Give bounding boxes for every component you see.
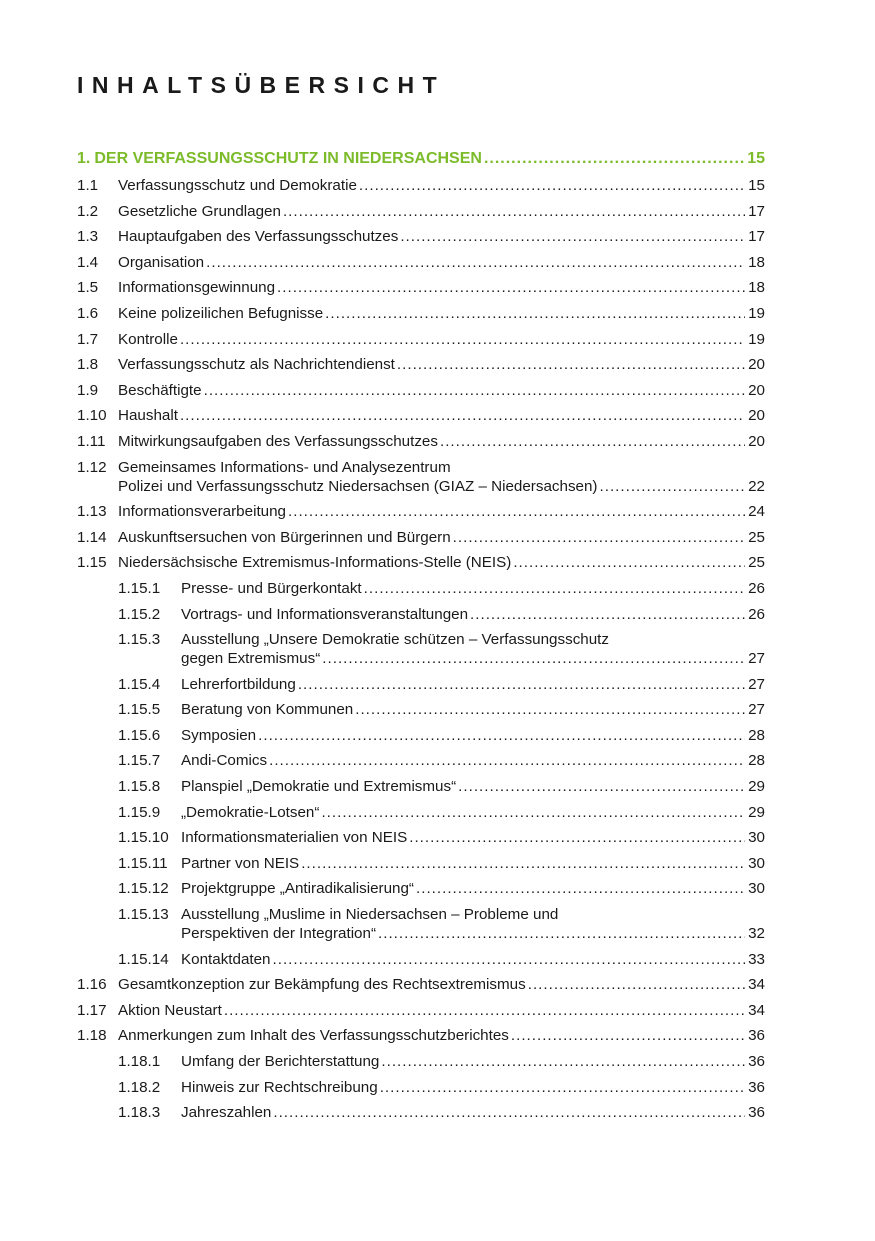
entry-title: Vortrags- und Informationsveranstaltungen [181, 605, 469, 623]
entry-number: 1.18.2 [118, 1078, 161, 1096]
leader-dots [283, 202, 745, 221]
toc-entry[interactable] [77, 553, 765, 572]
leader-dots [301, 854, 745, 873]
entry-page-number: 27 [748, 650, 765, 668]
entry-number: 1.18.3 [118, 1104, 161, 1122]
leader-dots [359, 176, 745, 195]
entry-title: Haushalt [118, 407, 178, 425]
entry-number: 1.15.14 [118, 950, 169, 968]
leader-dots [397, 355, 745, 374]
entry-number: 1.15.4 [118, 675, 161, 693]
leader-dots [484, 149, 745, 168]
toc-entry[interactable] [77, 700, 765, 719]
leader-dots [400, 227, 745, 246]
entry-page-number: 25 [748, 528, 765, 546]
entry-number: 1.4 [77, 253, 99, 271]
entry-page-number: 24 [748, 503, 765, 521]
toc-entry[interactable] [77, 950, 765, 969]
leader-dots [470, 605, 745, 624]
entry-number: 1.15.8 [118, 778, 161, 796]
toc-entry[interactable] [77, 828, 765, 847]
entry-number: 1.2 [77, 202, 99, 220]
leader-dots [204, 381, 745, 400]
entry-title: Lehrerfortbildung [181, 675, 296, 693]
entry-number: 1.5 [77, 279, 99, 297]
toc-entry[interactable] [77, 1026, 765, 1045]
entry-page-number: 26 [748, 579, 765, 597]
toc-chapter-entry[interactable] [77, 149, 765, 168]
toc-entry[interactable] [77, 202, 765, 221]
leader-dots [277, 278, 745, 297]
entry-number: 1.8 [77, 356, 99, 374]
entry-number: 1.11 [77, 432, 106, 450]
entry-title: Niedersächsische Extremismus-Informations-Stelle (NEIS) [118, 554, 512, 572]
toc-entry[interactable] [77, 432, 765, 451]
toc-entry[interactable] [77, 227, 765, 246]
toc-entry[interactable] [77, 528, 765, 547]
entry-title: Kontaktdaten [181, 950, 271, 968]
entry-title: Anmerkungen zum Inhalt des Verfassungsschutzberichtes [118, 1027, 509, 1045]
leader-dots [273, 1103, 745, 1122]
leader-dots [321, 803, 745, 822]
entry-number: 1.9 [77, 381, 99, 399]
toc-entry[interactable] [77, 803, 765, 822]
entry-page-number: 25 [748, 554, 765, 572]
entry-number: 1.6 [77, 304, 99, 322]
entry-title: „Demokratie-Lotsen“ [181, 803, 320, 821]
entry-number: 1.18 [77, 1027, 107, 1045]
entry-title: Umfang der Berichterstattung [181, 1053, 380, 1070]
toc-entry[interactable] [77, 579, 765, 598]
entry-page-number: 29 [748, 803, 765, 821]
leader-dots [458, 777, 745, 796]
entry-page-number: 19 [748, 304, 765, 322]
entry-title: Organisation [118, 253, 205, 271]
entry-title: Jahreszahlen [181, 1104, 272, 1122]
leader-dots [206, 253, 745, 272]
toc-entry[interactable] [77, 1078, 765, 1097]
entry-page-number: 18 [748, 279, 765, 297]
toc-entry[interactable] [77, 253, 765, 272]
leader-dots [511, 1026, 745, 1045]
entry-page-number: 36 [748, 1104, 765, 1122]
toc-entries [77, 176, 765, 1122]
toc-entry[interactable] [77, 355, 765, 374]
leader-dots [273, 950, 745, 969]
entry-number: 1.7 [77, 330, 99, 348]
entry-number: 1.3 [77, 228, 99, 246]
chapter-page-number: 15 [747, 150, 765, 167]
leader-dots [355, 700, 745, 719]
entry-number: 1.15.10 [118, 829, 169, 847]
toc-entry[interactable] [77, 1001, 765, 1020]
entry-page-number: 20 [748, 432, 765, 450]
toc-entry[interactable] [77, 176, 765, 195]
entry-title: Mitwirkungsaufgaben des Verfassungsschutzes [118, 432, 438, 450]
entry-title: Beschäftigte [118, 381, 202, 399]
entry-title: Informationsgewinnung [118, 279, 276, 297]
entry-number: 1.15.12 [118, 880, 169, 898]
toc-entry[interactable] [77, 751, 765, 770]
entry-title: Hauptaufgaben des Verfassungsschutzes [118, 228, 399, 246]
chapter-title: DER VERFASSUNGSSCHUTZ IN NIEDERSACHSEN [94, 150, 482, 167]
entry-title: Verfassungsschutz und Demokratie [118, 177, 357, 194]
entry-page-number: 36 [748, 1053, 765, 1070]
entry-page-number: 18 [748, 253, 765, 271]
leader-dots [298, 675, 745, 694]
entry-title: gegen Extremismus“ [181, 650, 321, 668]
entry-page-number: 34 [748, 976, 765, 994]
toc-entry[interactable] [77, 330, 765, 349]
table-of-contents [77, 149, 765, 1129]
entry-number: 1.14 [77, 528, 107, 546]
leader-dots [180, 406, 745, 425]
entry-number: 1.15.7 [118, 752, 161, 770]
entry-title-line: Ausstellung „Unsere Demokratie schützen – Verfassungsschutz [181, 631, 609, 649]
toc-entry[interactable] [77, 605, 765, 624]
toc-entry[interactable] [77, 726, 765, 745]
leader-dots [325, 304, 745, 323]
leader-dots [378, 924, 745, 943]
entry-number: 1.15.3 [118, 631, 161, 649]
entry-page-number: 32 [748, 925, 765, 943]
toc-entry[interactable] [77, 905, 765, 943]
entry-page-number: 36 [748, 1027, 765, 1045]
entry-number: 1.13 [77, 503, 107, 521]
entry-page-number: 30 [748, 880, 765, 898]
entry-title: Informationsverarbeitung [118, 503, 286, 521]
entry-title: Symposien [181, 726, 257, 744]
entry-page-number: 29 [748, 778, 765, 796]
entry-page-number: 30 [748, 854, 765, 872]
leader-dots [381, 1052, 745, 1071]
toc-entry[interactable] [77, 304, 765, 323]
entry-page-number: 33 [748, 950, 765, 968]
entry-title: Presse- und Bürgerkontakt [181, 579, 362, 597]
entry-page-number: 19 [748, 330, 765, 348]
entry-title: Partner von NEIS [181, 854, 300, 872]
entry-title-line: Gemeinsames Informations- und Analysezentrum [118, 458, 451, 476]
entry-title: Perspektiven der Integration“ [181, 925, 377, 943]
toc-entry[interactable] [77, 1052, 765, 1071]
entry-title: Verfassungsschutz als Nachrichtendienst [118, 356, 395, 374]
toc-entry[interactable] [77, 879, 765, 898]
entry-page-number: 20 [748, 356, 765, 374]
leader-dots [528, 975, 745, 994]
toc-entry[interactable] [77, 1103, 765, 1122]
entry-page-number: 20 [748, 381, 765, 399]
entry-page-number: 34 [748, 1001, 765, 1019]
entry-number: 1.15.1 [118, 579, 161, 597]
entry-title: Kontrolle [118, 330, 178, 348]
entry-title: Aktion Neustart [118, 1001, 222, 1019]
page-title: INHALTSÜBERSICHT [77, 72, 446, 98]
entry-page-number: 30 [748, 829, 765, 847]
entry-page-number: 22 [748, 477, 765, 495]
toc-entry[interactable] [77, 458, 765, 496]
chapter-number: 1. [77, 150, 91, 167]
entry-page-number: 27 [748, 701, 765, 719]
leader-dots [380, 1078, 745, 1097]
leader-dots [224, 1001, 745, 1020]
entry-title: Informationsmaterialien von NEIS [181, 829, 408, 847]
entry-title: Projektgruppe „Antiradikalisierung“ [181, 880, 414, 898]
entry-number: 1.16 [77, 976, 107, 994]
entry-number: 1.15.6 [118, 726, 161, 744]
entry-number: 1.15.5 [118, 701, 161, 719]
entry-number: 1.12 [77, 458, 107, 476]
entry-page-number: 28 [748, 726, 765, 744]
leader-dots [288, 502, 745, 521]
entry-title: Keine polizeilichen Befugnisse [118, 304, 324, 322]
toc-entry[interactable] [77, 278, 765, 297]
entry-page-number: 20 [748, 407, 765, 425]
entry-page-number: 36 [748, 1078, 765, 1096]
toc-entry[interactable] [77, 381, 765, 400]
entry-number: 1.15.11 [118, 854, 168, 872]
entry-page-number: 17 [748, 228, 765, 246]
toc-entry[interactable] [77, 675, 765, 694]
entry-title: Gesetzliche Grundlagen [118, 202, 281, 220]
entry-page-number: 26 [748, 605, 765, 623]
entry-number: 1.1 [77, 177, 99, 194]
entry-title: Auskunftsersuchen von Bürgerinnen und Bürgern [118, 528, 451, 546]
toc-entry[interactable] [77, 854, 765, 873]
entry-title: Beratung von Kommunen [181, 701, 354, 719]
leader-dots [416, 879, 745, 898]
toc-entry[interactable] [77, 777, 765, 796]
leader-dots [364, 579, 745, 598]
leader-dots [180, 330, 745, 349]
entry-number: 1.15.13 [118, 906, 169, 924]
leader-dots [440, 432, 745, 451]
entry-title: Polizei und Verfassungsschutz Niedersachsen (GIAZ – Niedersachsen) [118, 477, 598, 495]
entry-title: Gesamtkonzeption zur Bekämpfung des Rechtsextremismus [118, 976, 526, 994]
toc-entry[interactable] [77, 975, 765, 994]
entry-page-number: 15 [748, 177, 765, 194]
entry-title-line: Ausstellung „Muslime in Niedersachsen – Probleme und [181, 906, 559, 924]
leader-dots [600, 477, 746, 496]
entry-number: 1.17 [77, 1001, 107, 1019]
entry-title: Planspiel „Demokratie und Extremismus“ [181, 778, 457, 796]
entry-number: 1.15 [77, 554, 107, 572]
entry-number: 1.18.1 [118, 1053, 161, 1070]
entry-title: Andi-Comics [181, 752, 268, 770]
toc-entry[interactable] [77, 630, 765, 668]
entry-number: 1.10 [77, 407, 107, 425]
toc-entry[interactable] [77, 406, 765, 425]
entry-number: 1.15.2 [118, 605, 161, 623]
entry-number: 1.15.9 [118, 803, 161, 821]
leader-dots [322, 649, 745, 668]
entry-title: Hinweis zur Rechtschreibung [181, 1078, 378, 1096]
leader-dots [453, 528, 745, 547]
leader-dots [513, 553, 745, 572]
toc-entry[interactable] [77, 502, 765, 521]
entry-page-number: 17 [748, 202, 765, 220]
leader-dots [258, 726, 745, 745]
entry-page-number: 27 [748, 675, 765, 693]
leader-dots [269, 751, 745, 770]
entry-page-number: 28 [748, 752, 765, 770]
leader-dots [409, 828, 745, 847]
